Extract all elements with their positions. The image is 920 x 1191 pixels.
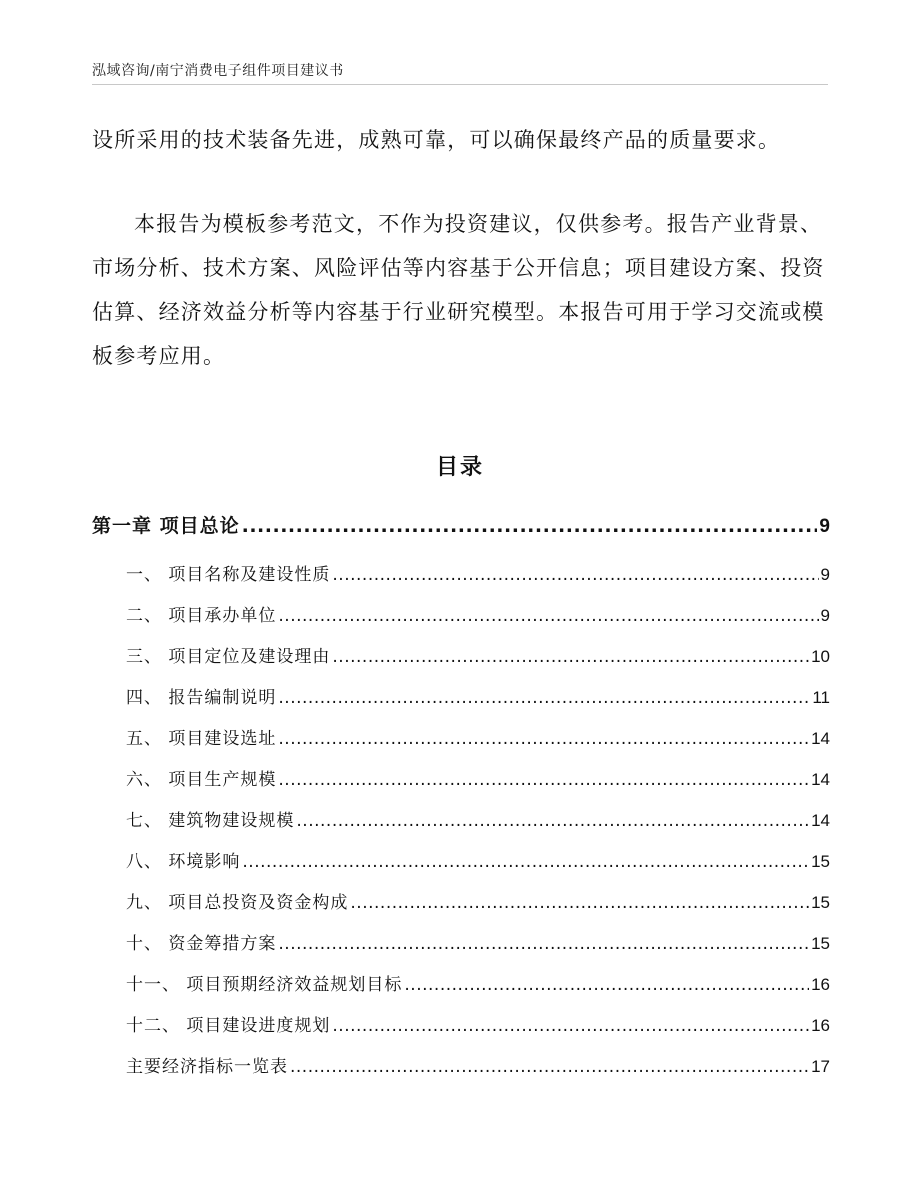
toc-page-number: 9 [820, 606, 830, 625]
toc-entry-label: 七、 建筑物建设规模 [126, 811, 295, 831]
toc-page-number: 16 [811, 1016, 830, 1035]
toc-entry[interactable] [92, 923, 830, 964]
toc-page-number: 15 [811, 893, 830, 912]
toc-leader-dots [278, 596, 818, 637]
toc-page-number: 17 [811, 1057, 830, 1076]
toc-page-number: 9 [820, 565, 830, 584]
table-of-contents [92, 506, 830, 1087]
toc-entry-label: 八、 环境影响 [126, 852, 241, 872]
toc-page-number: 16 [811, 975, 830, 994]
header-divider [92, 84, 828, 85]
toc-page-number: 14 [811, 770, 830, 789]
toc-leader-dots [278, 678, 810, 719]
toc-leader-dots [278, 924, 809, 965]
toc-page-number: 15 [811, 934, 830, 953]
body-paragraph-2: 本报告为模板参考范文，不作为投资建议，仅供参考。报告产业背景、市场分析、技术方案、风险评估等内容基于公开信息；项目建设方案、投资估算、经济效益分析等内容基于行业研究模型。本报告可用于学习交流或模板参考应用。 [92, 212, 825, 368]
toc-chapter-1[interactable] [92, 506, 830, 548]
toc-entry[interactable] [92, 1005, 830, 1046]
toc-entry-label: 三、 项目定位及建设理由 [126, 647, 331, 667]
toc-entry-label: 十、 资金筹措方案 [126, 934, 277, 954]
toc-entry[interactable] [92, 718, 830, 759]
body-paragraph-1: 设所采用的技术装备先进，成熟可靠，可以确保最终产品的质量要求。 [92, 128, 781, 152]
toc-leader-dots [332, 555, 818, 596]
toc-entry[interactable] [92, 554, 830, 595]
toc-page-number: 9 [819, 516, 830, 537]
toc-entry[interactable] [92, 636, 830, 677]
toc-entry-label: 五、 项目建设选址 [126, 729, 277, 749]
toc-leader-dots [278, 760, 809, 801]
toc-entry-label: 十一、 项目预期经济效益规划目标 [126, 975, 403, 995]
toc-leader-dots [332, 637, 809, 678]
toc-entry[interactable] [92, 677, 830, 718]
toc-entry-label: 主要经济指标一览表 [126, 1057, 288, 1077]
toc-leader-dots [290, 1047, 809, 1088]
toc-leader-dots [242, 842, 809, 883]
toc-entry[interactable] [92, 882, 830, 923]
toc-leader-dots [404, 965, 809, 1006]
toc-page-number: 11 [812, 688, 830, 707]
toc-page-number: 14 [811, 729, 830, 748]
toc-leader-dots [296, 801, 809, 842]
toc-leader-dots [332, 1006, 809, 1047]
toc-entry[interactable] [92, 759, 830, 800]
toc-entry-label: 二、 项目承办单位 [126, 606, 277, 626]
toc-page-number: 10 [811, 647, 830, 666]
toc-entry[interactable] [92, 800, 830, 841]
toc-page-number: 14 [811, 811, 830, 830]
toc-entry[interactable] [92, 1046, 830, 1087]
toc-title: 目录 [435, 455, 484, 480]
toc-leader-dots [242, 506, 818, 547]
toc-entry-label: 四、 报告编制说明 [126, 688, 277, 708]
toc-entry[interactable] [92, 841, 830, 882]
toc-entry-label: 第一章 项目总论 [92, 515, 240, 537]
toc-entry-label: 十二、 项目建设进度规划 [126, 1016, 331, 1036]
toc-entry-label: 一、 项目名称及建设性质 [126, 565, 331, 585]
toc-page-number: 15 [811, 852, 830, 871]
toc-leader-dots [350, 883, 809, 924]
toc-entry-label: 九、 项目总投资及资金构成 [126, 893, 349, 913]
running-header: 泓域咨询/南宁消费电子组件项目建议书 [92, 63, 344, 79]
toc-entry-label: 六、 项目生产规模 [126, 770, 277, 790]
toc-leader-dots [278, 719, 809, 760]
toc-entry[interactable] [92, 964, 830, 1005]
toc-entry[interactable] [92, 595, 830, 636]
